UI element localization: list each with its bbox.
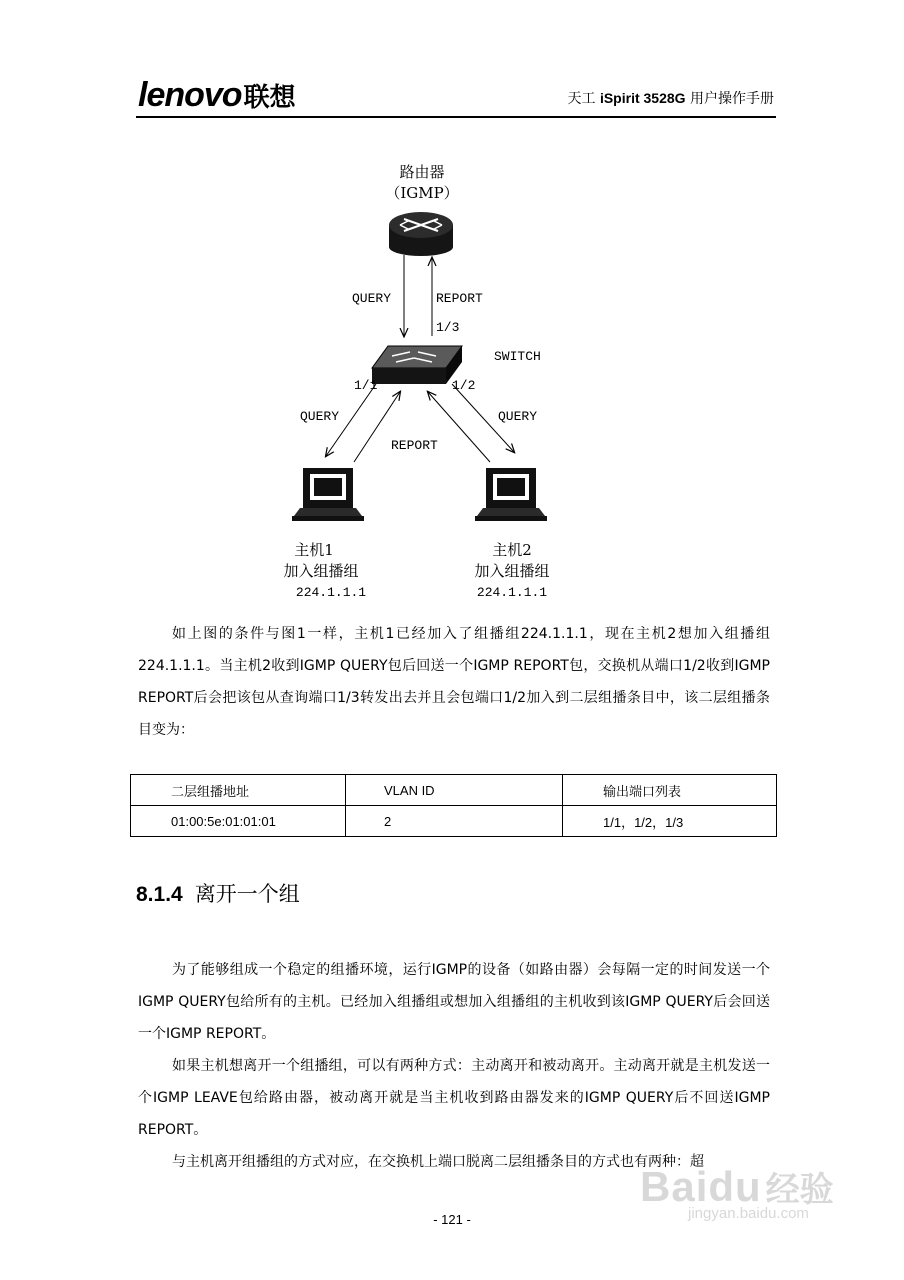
logo-text: lenovo <box>138 76 242 114</box>
watermark-site: jingyan.baidu.com <box>688 1205 809 1222</box>
port-1-3-label: 1/3 <box>436 320 460 335</box>
host2-computer-icon <box>475 468 547 521</box>
doc-title-model: iSpirit 3528G <box>599 90 686 106</box>
query-up-label: QUERY <box>352 291 392 306</box>
table-header-cell: VLAN ID <box>346 775 563 806</box>
body-paragraph-3: 如果主机想离开一个组播组，可以有两种方式：主动离开和被动离开。主动离开就是主机发送一个IGMP LEAVE包给路由器，被动离开就是当主机收到路由器发来的IGMP QUERY后不回送IGMP REPORT。 <box>138 1058 770 1138</box>
table-cell-vlan: 2 <box>346 806 563 837</box>
table-cell-ports: 1/1，1/2，1/3 <box>563 806 777 837</box>
port-1-1-label: 1/1 <box>354 378 378 393</box>
body-paragraph-4: 与主机离开组播组的方式对应，在交换机上端口脱离二层组播条目的方式也有两种：超 <box>172 1154 704 1170</box>
table-row <box>131 806 777 837</box>
multicast-entry-table <box>130 774 777 837</box>
router-protocol: （IGMP） <box>385 184 459 202</box>
igmp-network-diagram <box>0 0 904 620</box>
body-paragraph-1: 如上图的条件与图1一样，主机1已经加入了组播组224.1.1.1，现在主机2想加入组播组224.1.1.1。当主机2收到IGMP QUERY包后回送一个IGMP REPORT包，交换机从端口1/2收到IGMP REPORT后会把该包从查询端口1/3转发出去并且会包端口1/2加入到二层组播条目中，该二层组播条目变为： <box>138 626 770 738</box>
host1-action: 加入组播组 <box>283 562 359 580</box>
section-title: 离开一个组 <box>194 882 300 906</box>
logo-cn: 联想 <box>243 82 296 112</box>
query-left-label: QUERY <box>300 409 340 424</box>
switch-label: SWITCH <box>494 349 541 364</box>
switch-icon <box>372 346 462 384</box>
doc-title-prefix: 天工 <box>567 91 600 107</box>
host2-action: 加入组播组 <box>474 562 550 580</box>
table-cell-mac: 01:00:5e:01:01:01 <box>131 806 346 837</box>
page-number: - 121 - <box>433 1212 471 1227</box>
host1-computer-icon <box>292 468 364 521</box>
report-mid-label: REPORT <box>391 438 438 453</box>
report-up-label: REPORT <box>436 291 483 306</box>
host1-name: 主机1 <box>294 541 334 559</box>
host2-group: 224.1.1.1 <box>476 585 548 600</box>
query-right-label: QUERY <box>498 409 538 424</box>
host2-name: 主机2 <box>492 541 532 559</box>
port-1-2-label: 1/2 <box>452 378 476 393</box>
section-number: 8.1.4 <box>136 883 183 906</box>
table-header-cell: 二层组播地址 <box>131 775 346 806</box>
watermark-brand-cn: 经验 <box>765 1171 834 1209</box>
host1-group: 224.1.1.1 <box>295 585 367 600</box>
router-icon <box>389 212 453 256</box>
watermark-brand: Baidu <box>640 1163 762 1210</box>
table-header-row <box>131 775 777 806</box>
doc-title-suffix: 用户操作手册 <box>685 91 774 107</box>
table-header-cell: 输出端口列表 <box>563 775 777 806</box>
section-heading <box>136 878 300 908</box>
router-label: 路由器 <box>399 163 445 181</box>
body-paragraph-2: 为了能够组成一个稳定的组播环境，运行IGMP的设备（如路由器）会每隔一定的时间发送一个IGMP QUERY包给所有的主机。已经加入组播组或想加入组播组的主机收到该IGMP QUERY后会回送一个IGMP REPORT。 <box>138 962 770 1042</box>
